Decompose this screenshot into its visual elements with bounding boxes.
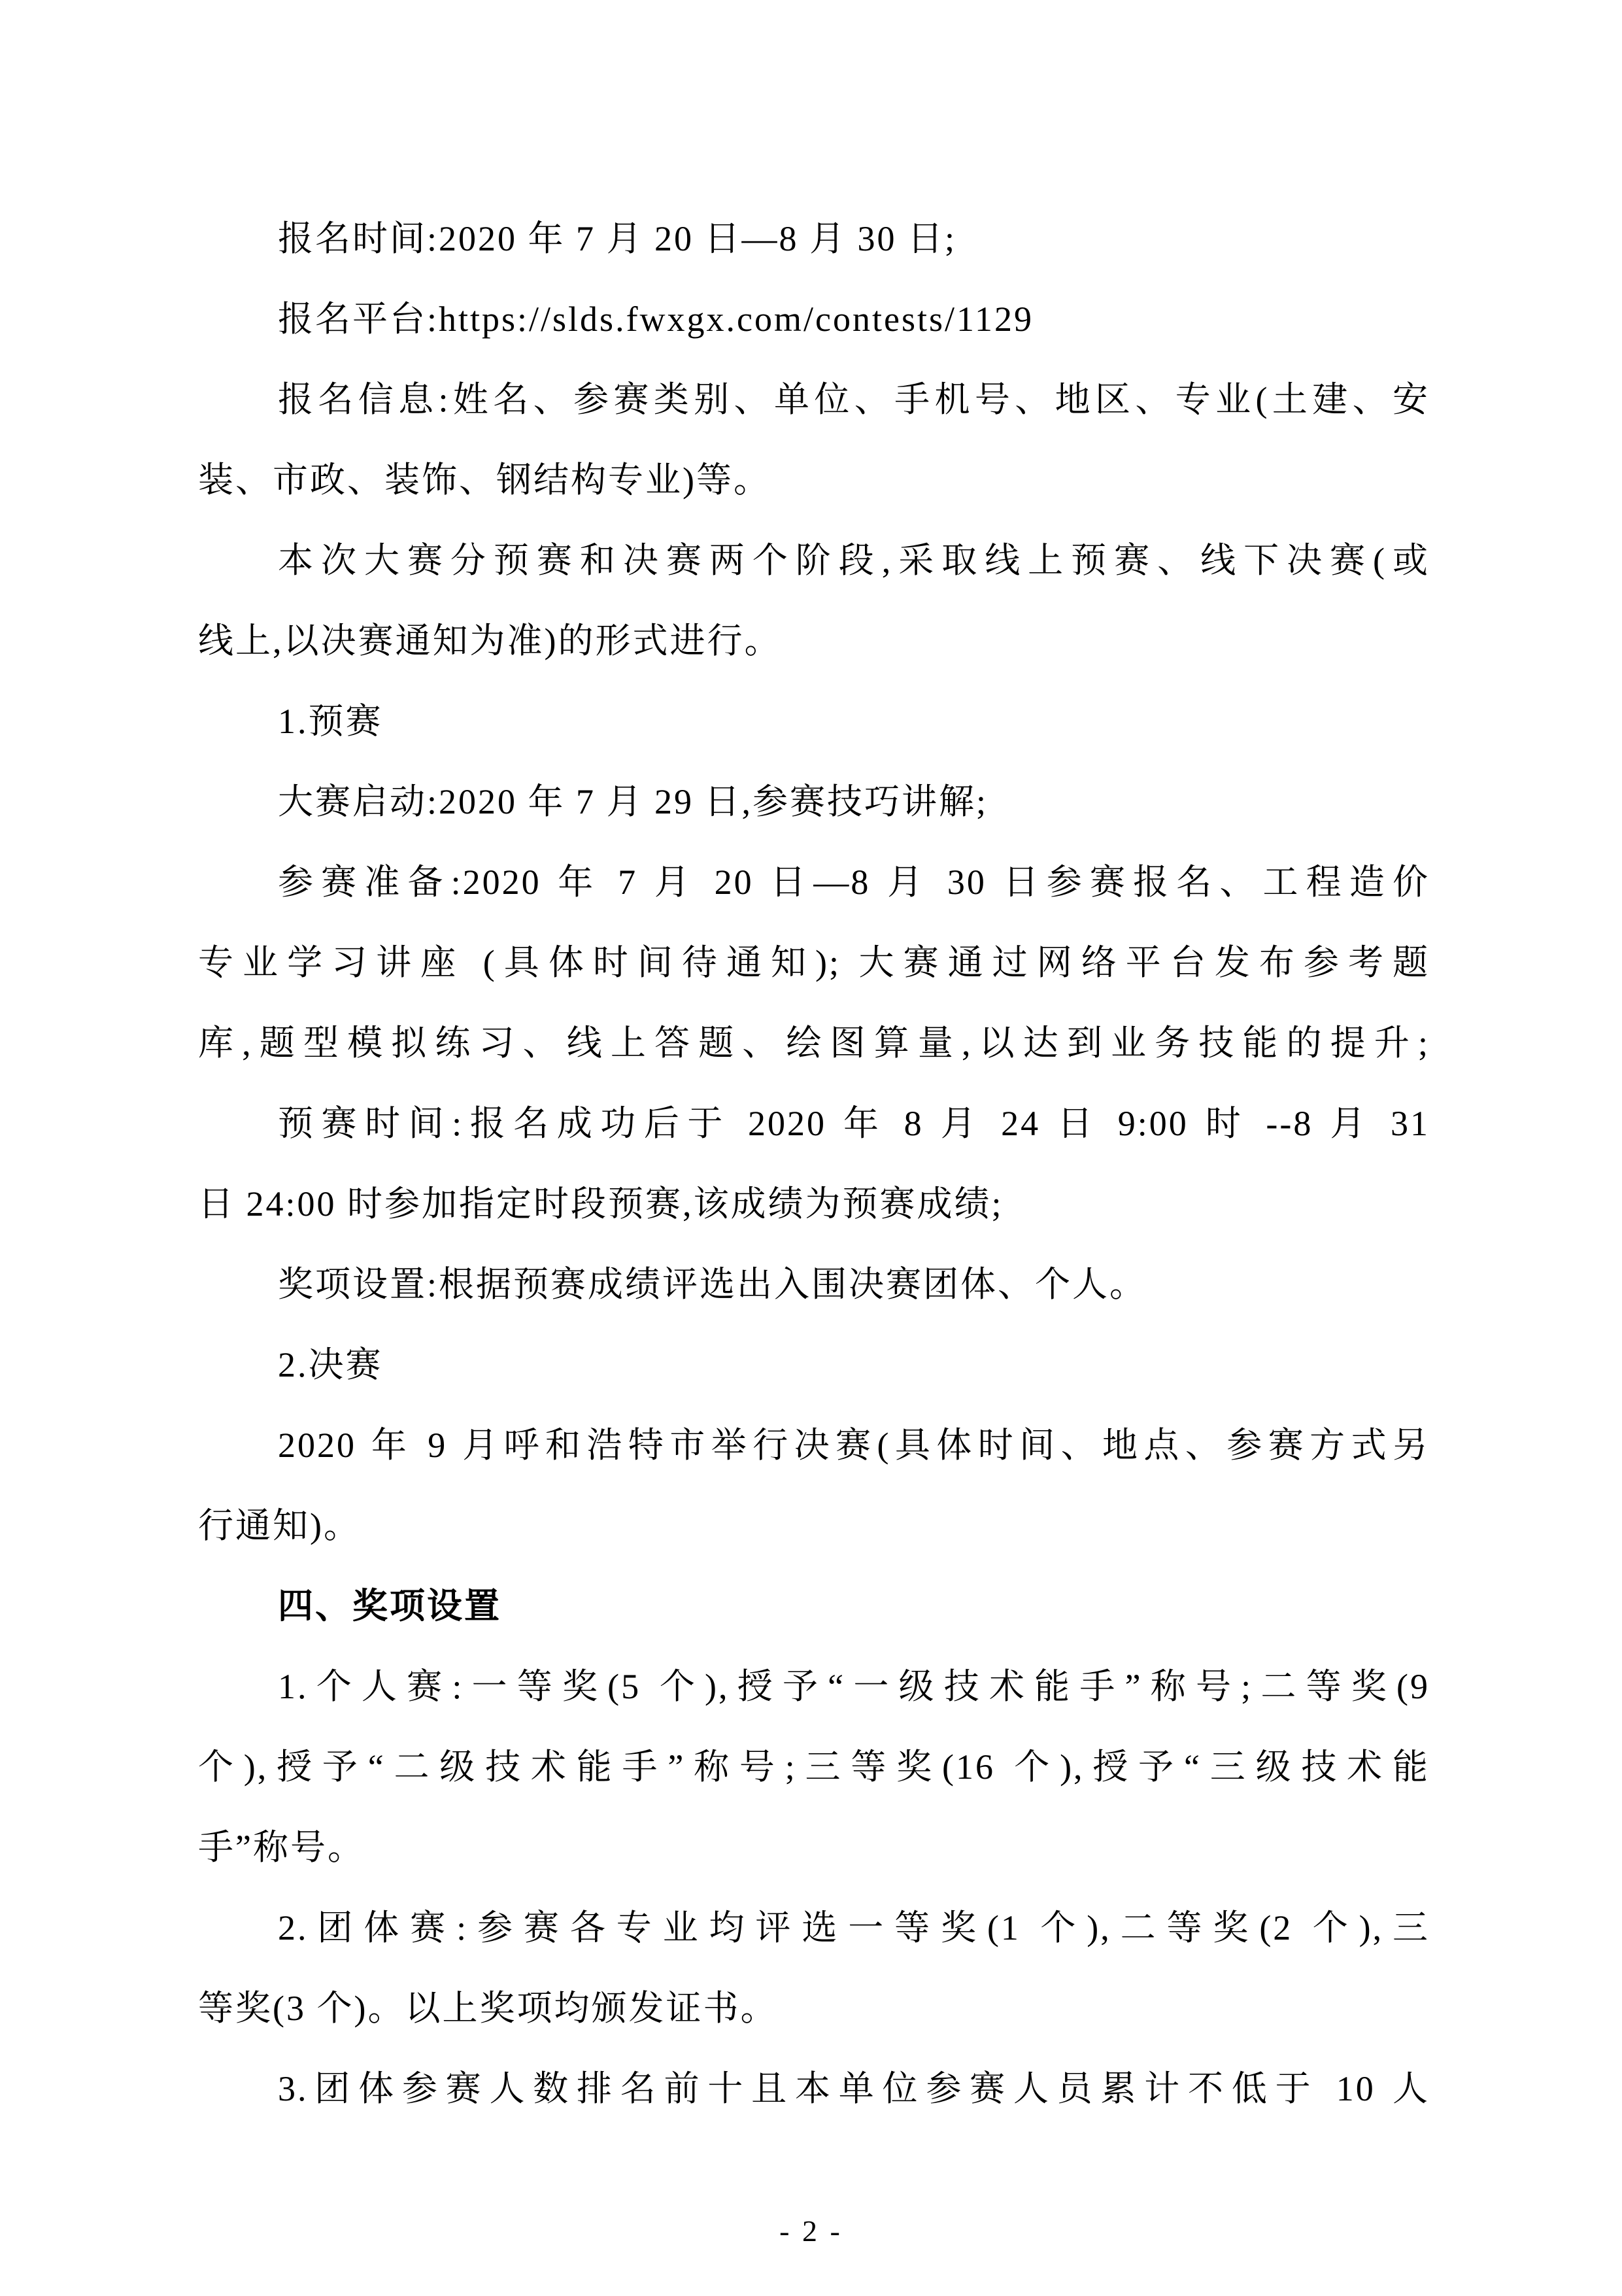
text-line: 大赛启动:2020 年 7 月 29 日,参赛技巧讲解; bbox=[278, 782, 988, 821]
text-line: 预赛时间:报名成功后于 2020 年 8 月 24 日 9:00 时 --8 月 31 bbox=[278, 1104, 1430, 1143]
text-line: 奖项设置:根据预赛成绩评选出入围决赛团体、个人。 bbox=[278, 1265, 1147, 1304]
text-line: 3.团体参赛人数排名前十且本单位参赛人员累计不低于 10 人 bbox=[278, 2069, 1430, 2108]
page-footer bbox=[0, 2212, 1622, 2251]
text-line: 手”称号。 bbox=[198, 1828, 365, 1867]
text-line: 库,题型模拟练习、线上答题、绘图算量,以达到业务技能的提升; bbox=[198, 1023, 1430, 1063]
text-line: 参赛准备:2020 年 7 月 20 日—8 月 30 日参赛报名、工程造价 bbox=[278, 863, 1430, 902]
document-body bbox=[198, 199, 1430, 2129]
text-line: 2.决赛 bbox=[278, 1345, 383, 1384]
section-heading: 四、奖项设置 bbox=[278, 1586, 501, 1626]
text-line: 日 24:00 时参加指定时段预赛,该成绩为预赛成绩; bbox=[198, 1184, 1004, 1224]
page-number: - 2 - bbox=[779, 2214, 843, 2248]
text-line: 装、市政、装饰、钢结构专业)等。 bbox=[198, 460, 771, 500]
text-line: 专业学习讲座 (具体时间待通知); 大赛通过网络平台发布参考题 bbox=[198, 943, 1430, 982]
text-line: 个),授予“二级技术能手”称号;三等奖(16 个),授予“三级技术能 bbox=[198, 1747, 1430, 1787]
text-line: 2020 年 9 月呼和浩特市举行决赛(具体时间、地点、参赛方式另 bbox=[278, 1426, 1430, 1465]
text-line: 报名平台:https://slds.fwxgx.com/contests/1129 bbox=[278, 300, 1034, 339]
text-line: 报名信息:姓名、参赛类别、单位、手机号、地区、专业(土建、安 bbox=[278, 380, 1430, 419]
text-line: 线上,以决赛通知为准)的形式进行。 bbox=[198, 621, 782, 660]
text-line: 报名时间:2020 年 7 月 20 日—8 月 30 日; bbox=[278, 219, 957, 258]
text-line: 1.预赛 bbox=[278, 702, 383, 741]
text-line: 本次大赛分预赛和决赛两个阶段,采取线上预赛、线下决赛(或 bbox=[278, 541, 1430, 580]
text-line: 2.团体赛:参赛各专业均评选一等奖(1 个),二等奖(2 个),三 bbox=[278, 1908, 1430, 1947]
text-line: 等奖(3 个)。以上奖项均颁发证书。 bbox=[198, 1989, 778, 2028]
text-line: 1.个人赛:一等奖(5 个),授予“一级技术能手”称号;二等奖(9 bbox=[278, 1667, 1430, 1706]
text-line: 行通知)。 bbox=[198, 1506, 361, 1545]
